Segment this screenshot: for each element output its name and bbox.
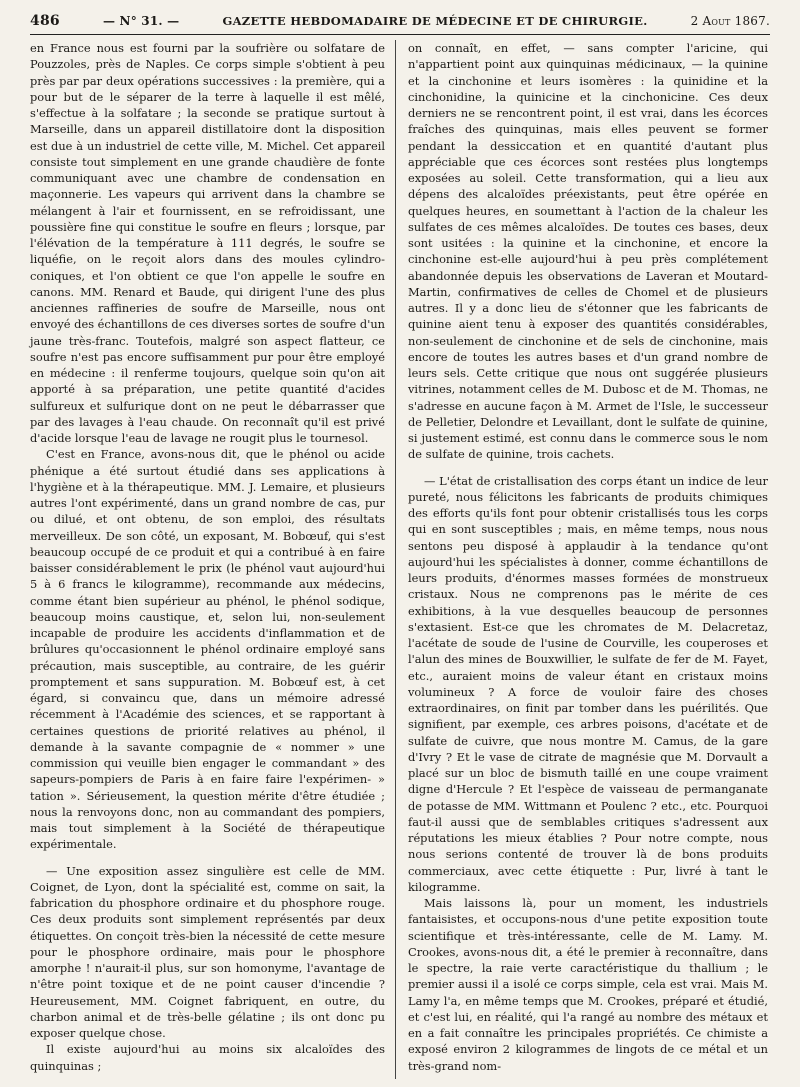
paragraph-thallium: Mais laissons là, pour un moment, les industriels fantaisistes, et occupons-nous d'une petite exposition toute scientifique et très-intéressante, celle de M. Lamy. M. Crookes, avons-nous dit, a été le premier à reconnaître, dans le spectre, la raie verte caractéristique du thallium ; le premier aussi il a isolé ce corps simple, cela est vrai. Mais M. Lamy l'a, en même temps que M. Crookes, préparé et étudié, et c'est lui, en réalité, qui l'a rangé au nombre des métaux et en a fait connaître les principales propriétés. Ce chimiste a exposé environ 2 kilogrammes de lingots de ce métal et un très-grand nom- — [408, 896, 768, 1073]
paragraph-crystals: — L'état de cristallisation des corps étant un indice de leur pureté, nous félicitons les fabricants de produits chimiques des efforts qu'ils font pour obtenir cristallisés tous les corps qui en sont susceptibles ; mais, en même temps, nous nous sentons peu disposé à applaudir à la tendance qu'ont aujourd'hui les spécialistes à donner, comme échantillons de leurs produits, d'énormes masses formées de monstrueux cristaux. Nous ne comprenons pas le mérite de ces exhibitions, à la vue desquelles beaucoup de personnes s'extasient. Est-ce que les chromates de M. Delacretaz, l'acétate de soude de l'usine de Courville, les couperoses et l'alun des mines de Bouxwillier, le sulfate de fer de M. Fayet, etc., auraient moins de valeur étant en cristaux moins volumineux ? A force de vouloir faire des choses extraordinaires, on finit par tomber dans les puérilités. Que signifient, par exemple, ces arbres poisons, d'acétate et de sulfate de cuivre, que nous montre M. Camus, de la gare d'Ivry ? Et le vase de citrate de magnésie que M. Dorvault a placé sur un bloc de bismuth taillé en une coupe vraiment digne d'Hercule ? Et l'espèce de vaisseau de permanganate de potasse de MM. Wittmann et Poulenc ? etc., etc. Pourquoi faut-il aussi que de semblables critiques s'adressent aux réputations les mieux établies ? Pour notre compte, nous nous serions contenté de trouver là de bons produits commerciaux, avec cette étiquette : Pur, livré à tant le kilogramme. — [408, 473, 768, 894]
paragraph-phenol: C'est en France, avons-nous dit, que le phénol ou acide phénique a été surtout étudié dans ses applications à l'hygiène et à la thérapeutique. MM. J. Lemaire, et plusieurs autres l'ont expérimenté, dans un grand nombre de cas, pur ou dilué, et ont obtenu, de son emploi, des résultats merveilleux. De son côté, un exposant, M. Bobœuf, qui s'est beaucoup occupé de ce produit et qui a contribué à en faire baisser considérablement le prix (le phénol vaut aujourd'hui 5 à 6 francs le kilogramme), recommande aux médecins, comme étant bien supérieur au phénol, le phénol sodique, beaucoup moins caustique, et, selon lui, non-seulement incapable de produire les accidents d'inflammation et de brûlures qu'occasionnent le phénol ordinaire employé sans précaution, mais susceptible, au contraire, de les guérir promptement et sans suppuration. M. Bobœuf est, à cet égard, si convaincu que, dans un mémoire adressé récemment à l'Académie des sciences, et se rapportant à certaines questions de priorité relatives au phénol, il demande à la savante compagnie de « nommer » une commission qui veuille bien engager le commandant » des sapeurs-pompiers de Paris à en faire faire l'expérimen- » tation ». Sérieusement, la question mérite d'être étudiée ; nous la renvoyons donc, non au commandant des pompiers, mais tout simplement à la Société de thérapeutique expérimentale. — [30, 447, 385, 852]
running-header — [30, 8, 770, 35]
page-number: 486 — [30, 13, 60, 29]
right-column — [408, 40, 768, 1079]
issue-date: 2 Aout 1867. — [690, 14, 770, 28]
paragraph-sulfur: en France nous est fourni par la soufrière ou solfatare de Pouzzoles, près de Naples. Ce corps simple s'obtient à peu près par par deux opérations successives : la première, qui a pour but de le séparer de la terre à laquelle il est mêlé, s'effectue à la solfatare ; la seconde se pratique surtout à Marseille, dans un appareil distillatoire dont la disposition est due à un industriel de cette ville, M. Michel. Cet appareil consiste tout simplement en une grande chaudière de fonte communiquant avec une chambre de condensation en maçonnerie. Les vapeurs qui arrivent dans la chambre se mélangent à l'air et fournissent, en se refroidissant, une poussière fine qui constitue le soufre en fleurs ; lorsque, par l'élévation de la température à 111 degrés, le soufre se liquéfie, on le reçoit alors dans des moules cylindro-coniques, et l'on obtient ce que l'on appelle le soufre en canons. MM. Renard et Baude, qui dirigent l'une des plus anciennes raffineries de soufre de Marseille, nous ont envoyé des échantillons de ces diverses sortes de soufre d'un jaune très-franc. Toutefois, malgré son aspect flatteur, ce soufre n'est pas encore suffisamment pur pour être employé en médecine : il renferme toujours, quelque soin qu'on ait apporté à sa préparation, une petite quantité d'acides sulfureux et sulfurique dont on ne peut le débarrasser que par des lavages à l'eau chaude. On reconnaît qu'il est privé d'acide lorsque l'eau de lavage ne rougit plus le tournesol. — [30, 41, 386, 445]
paragraph-alkaloids-start: Il existe aujourd'hui au moins six alcaloïdes des quinquinas ; — [30, 1042, 385, 1073]
journal-title: GAZETTE HEBDOMADAIRE DE MÉDECINE ET DE CHIRURGIE. — [222, 14, 648, 28]
column-divider — [395, 40, 396, 1079]
paragraph-phosphorus: — Une exposition assez singulière est celle de MM. Coignet, de Lyon, dont la spécialité est, comme on sait, la fabrication du phosphore ordinaire et du phosphore rouge. Ces deux produits sont simplement représentés par deux étiquettes. On conçoit très-bien la nécessité de cette mesure pour le phosphore ordinaire, mais pour le phosphore amorphe ! n'aurait-il plus, sur son homonyme, l'avantage de n'être point toxique et de ne point causer d'incendie ? Heureusement, MM. Coignet fabriquent, en outre, du charbon animal et de très-belle gélatine ; ils ont donc pu exposer quelque chose. — [30, 863, 385, 1040]
issue-number: — N° 31. — — [102, 14, 180, 28]
paragraph-quinine: on connaît, en effet, — sans compter l'aricine, qui n'appartient point aux quinquinas médicinaux, — la quinine et la cinchonine et leurs isomères : la quinidine et la cinchonidine, la quinicine et la cinchonicine. Ces deux derniers ne se rencontrent point, il est vrai, dans les écorces fraîches des quinquinas, mais elles peuvent se former pendant la dessiccation et en quantité d'autant plus appréciable que ces écorces sont restées plus longtemps exposées au soleil. Cette transformation, qui a lieu aux dépens des alcaloïdes préexistants, peut être opérée en quelques heures, en soumettant à l'action de la chaleur les sulfates de ces mêmes alcaloïdes. De toutes ces bases, deux sont usitées : la quinine et la cinchonine, et encore la cinchonine est-elle aujourd'hui à peu près complétement abandonnée depuis les observations de Laveran et Moutard-Martin, confirmatives de celles de Chomel et de plusieurs autres. Il y a donc lieu de s'étonner que les fabricants de quinine aient tenu à exposer des quantités considérables, non-seulement de cinchonine et de sels de cinchonine, mais encore de toutes les autres bases et d'un grand nombre de leurs sels. Cette critique que nous ont suggérée plusieurs vitrines, notamment celles de M. Dubosc et de M. Thomas, ne s'adresse en aucune façon à M. Armet de l'Isle, le successeur de Pelletier, Delondre et Levaillant, dont le sulfate de quinine, si justement estimé, est connu dans le commerce sous le nom de sulfate de quinine, trois cachets. — [408, 41, 768, 462]
left-column — [30, 40, 385, 1079]
